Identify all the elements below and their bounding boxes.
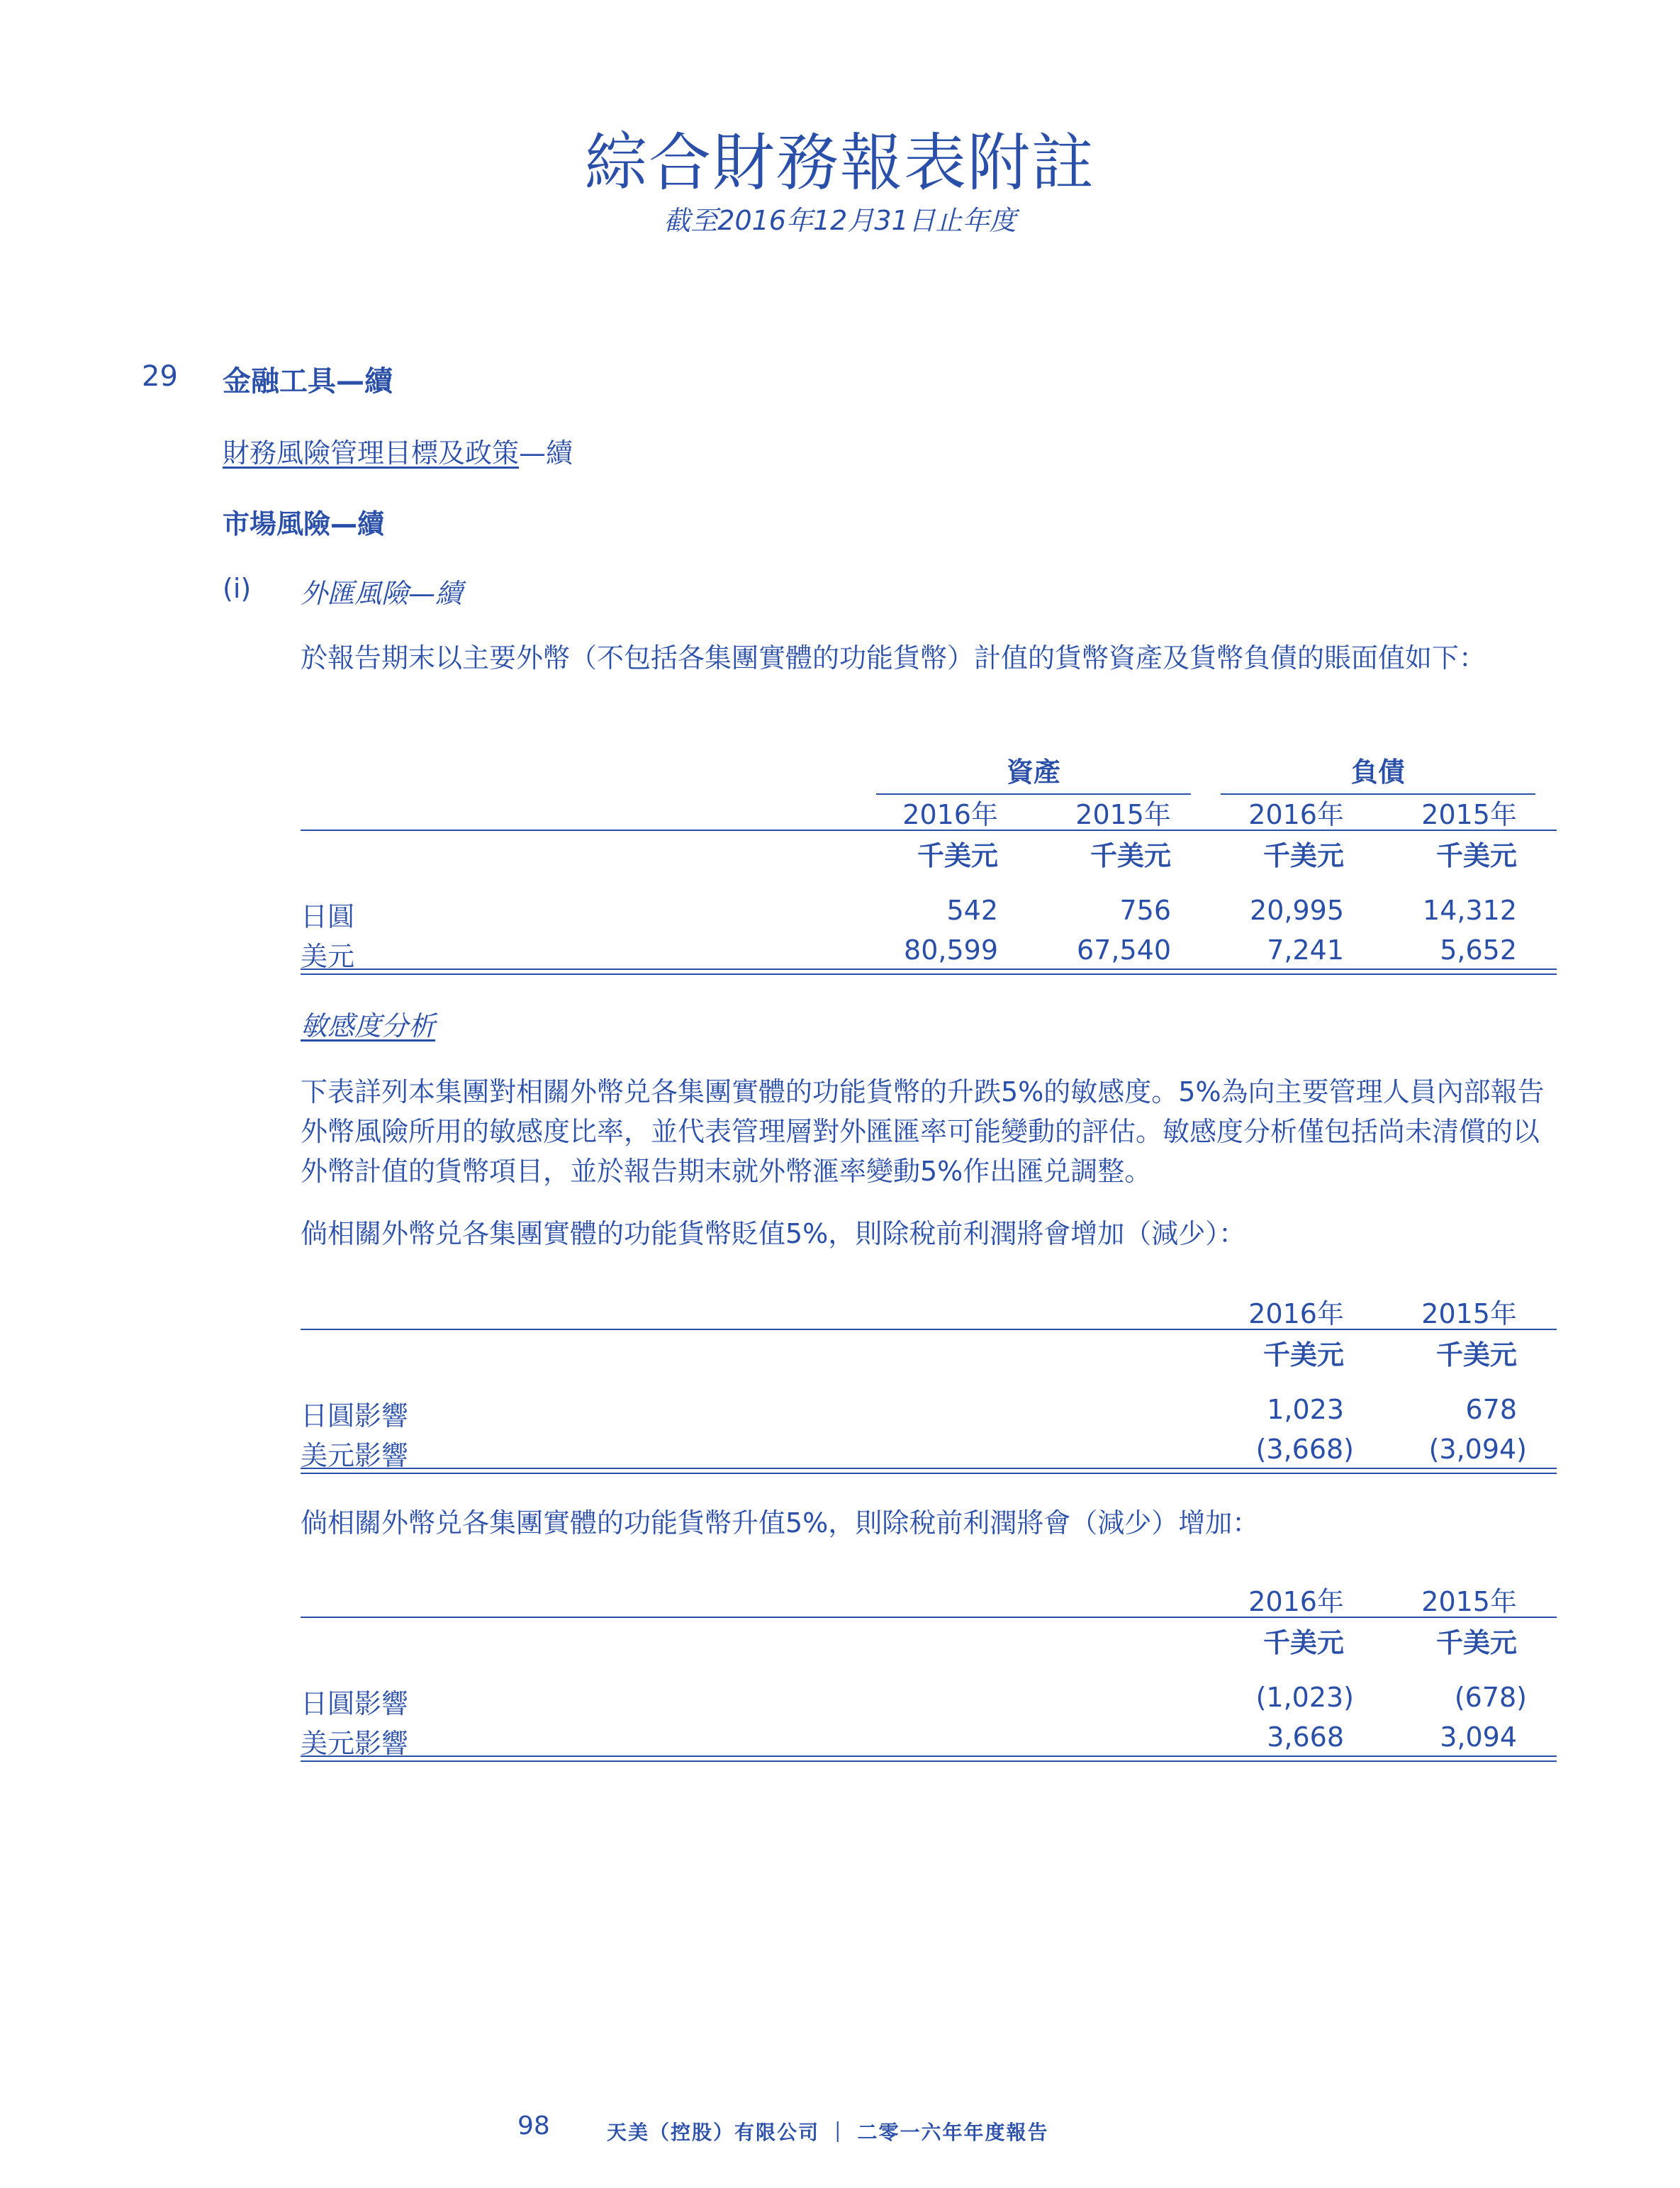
table3-row-label: 美元影響 — [301, 1728, 409, 1759]
table3-unit-header: 千美元 — [1262, 1627, 1344, 1658]
table2-cell: 1,023 — [1267, 1394, 1344, 1425]
table1-year-header: 2015年 — [1075, 799, 1171, 830]
page-title: 綜合財務報表附註 — [584, 126, 1095, 199]
section-title: 金融工具—續 — [223, 365, 393, 398]
sensitivity-heading: 敏感度分析 — [301, 1010, 436, 1042]
intro-paragraph: 於報告期末以主要外幣（不包括各集團實體的功能貨幣）計值的貨幣資產及貨幣負債的賬面值如下： — [301, 642, 1486, 674]
table3-header-rule — [301, 1617, 1557, 1618]
appreciation-intro: 倘相關外幣兑各集團實體的功能貨幣升值5%，則除稅前利潤將會（減少）增加： — [301, 1507, 1260, 1539]
table1-total-rule — [301, 969, 1557, 975]
table1-cell: 7,241 — [1267, 934, 1344, 966]
table3-cell: 3,668 — [1267, 1721, 1344, 1753]
section-subtitle — [223, 431, 573, 470]
table2-row-label: 美元影響 — [301, 1440, 409, 1471]
table2-unit-header: 千美元 — [1435, 1339, 1517, 1371]
table1-unit-header: 千美元 — [917, 840, 998, 871]
page-number: 98 — [517, 2111, 550, 2140]
section-subtitle-underlined: 財務風險管理目標及政策 — [223, 437, 520, 469]
table2-total-rule — [301, 1468, 1557, 1474]
section-subtitle-suffix: —續 — [519, 437, 573, 469]
table1-cell: 14,312 — [1423, 895, 1517, 926]
table1-header-rule — [301, 830, 1557, 831]
table1-cell: 20,995 — [1250, 895, 1344, 926]
item-number: (i) — [223, 573, 252, 604]
depreciation-intro: 倘相關外幣兑各集團實體的功能貨幣貶值5%，則除稅前利潤將會增加（減少）： — [301, 1218, 1246, 1249]
table1-year-header: 2015年 — [1421, 799, 1517, 830]
table1-group-assets: 資產 — [876, 750, 1191, 795]
item-title: 外匯風險—續 — [301, 578, 463, 609]
table1-cell: 67,540 — [1077, 934, 1171, 966]
table1-cell: 756 — [1119, 895, 1171, 926]
table3-total-rule — [301, 1756, 1557, 1762]
footer-text: 天美（控股）有限公司 ｜ 二零一六年年度報告 — [607, 2121, 1049, 2144]
table3-cell: (1,023) — [1255, 1682, 1354, 1713]
table2-unit-header: 千美元 — [1262, 1339, 1344, 1371]
table2-cell: (3,668) — [1255, 1434, 1354, 1465]
table3-row-label: 日圓影響 — [301, 1688, 409, 1719]
table1-unit-header: 千美元 — [1262, 840, 1344, 871]
table2-cell: (3,094) — [1428, 1434, 1527, 1465]
table1-row-label: 日圓 — [301, 901, 355, 932]
section-number: 29 — [142, 360, 178, 393]
table1-cell: 542 — [946, 895, 998, 926]
table2-cell: 678 — [1465, 1394, 1517, 1425]
table3-unit-header: 千美元 — [1435, 1627, 1517, 1658]
table3-year-header: 2016年 — [1248, 1586, 1344, 1617]
table1-group-liabilities: 負債 — [1221, 750, 1535, 795]
table1-cell: 5,652 — [1440, 934, 1517, 966]
table1-year-header: 2016年 — [1248, 799, 1344, 830]
table1-cell: 80,599 — [904, 934, 998, 966]
table2-row-label: 日圓影響 — [301, 1400, 409, 1431]
table1-unit-header: 千美元 — [1435, 840, 1517, 871]
table1-year-header: 2016年 — [902, 799, 998, 830]
table1-row-label: 美元 — [301, 941, 355, 972]
table3-year-header: 2015年 — [1421, 1586, 1517, 1617]
table1-unit-header: 千美元 — [1090, 840, 1171, 871]
table2-header-rule — [301, 1329, 1557, 1330]
table3-cell: 3,094 — [1440, 1721, 1517, 1753]
sensitivity-paragraph: 下表詳列本集團對相關外幣兑各集團實體的功能貨幣的升跌5%的敏感度。5%為向主要管理人員內部報告外幣風險所用的敏感度比率，並代表管理層對外匯匯率可能變動的評估。敏感度分析僅包括尚未清償的以外幣計值的貨幣項目，並於報告期末就外幣滙率變動5%作出匯兑調整。 — [301, 1076, 1545, 1187]
page-subtitle: 截至2016年12月31日止年度 — [663, 205, 1017, 236]
table2-year-header: 2016年 — [1248, 1298, 1344, 1329]
table2-year-header: 2015年 — [1421, 1298, 1517, 1329]
sub-heading: 市場風險—續 — [223, 508, 385, 540]
table3-cell: (678) — [1454, 1682, 1527, 1713]
